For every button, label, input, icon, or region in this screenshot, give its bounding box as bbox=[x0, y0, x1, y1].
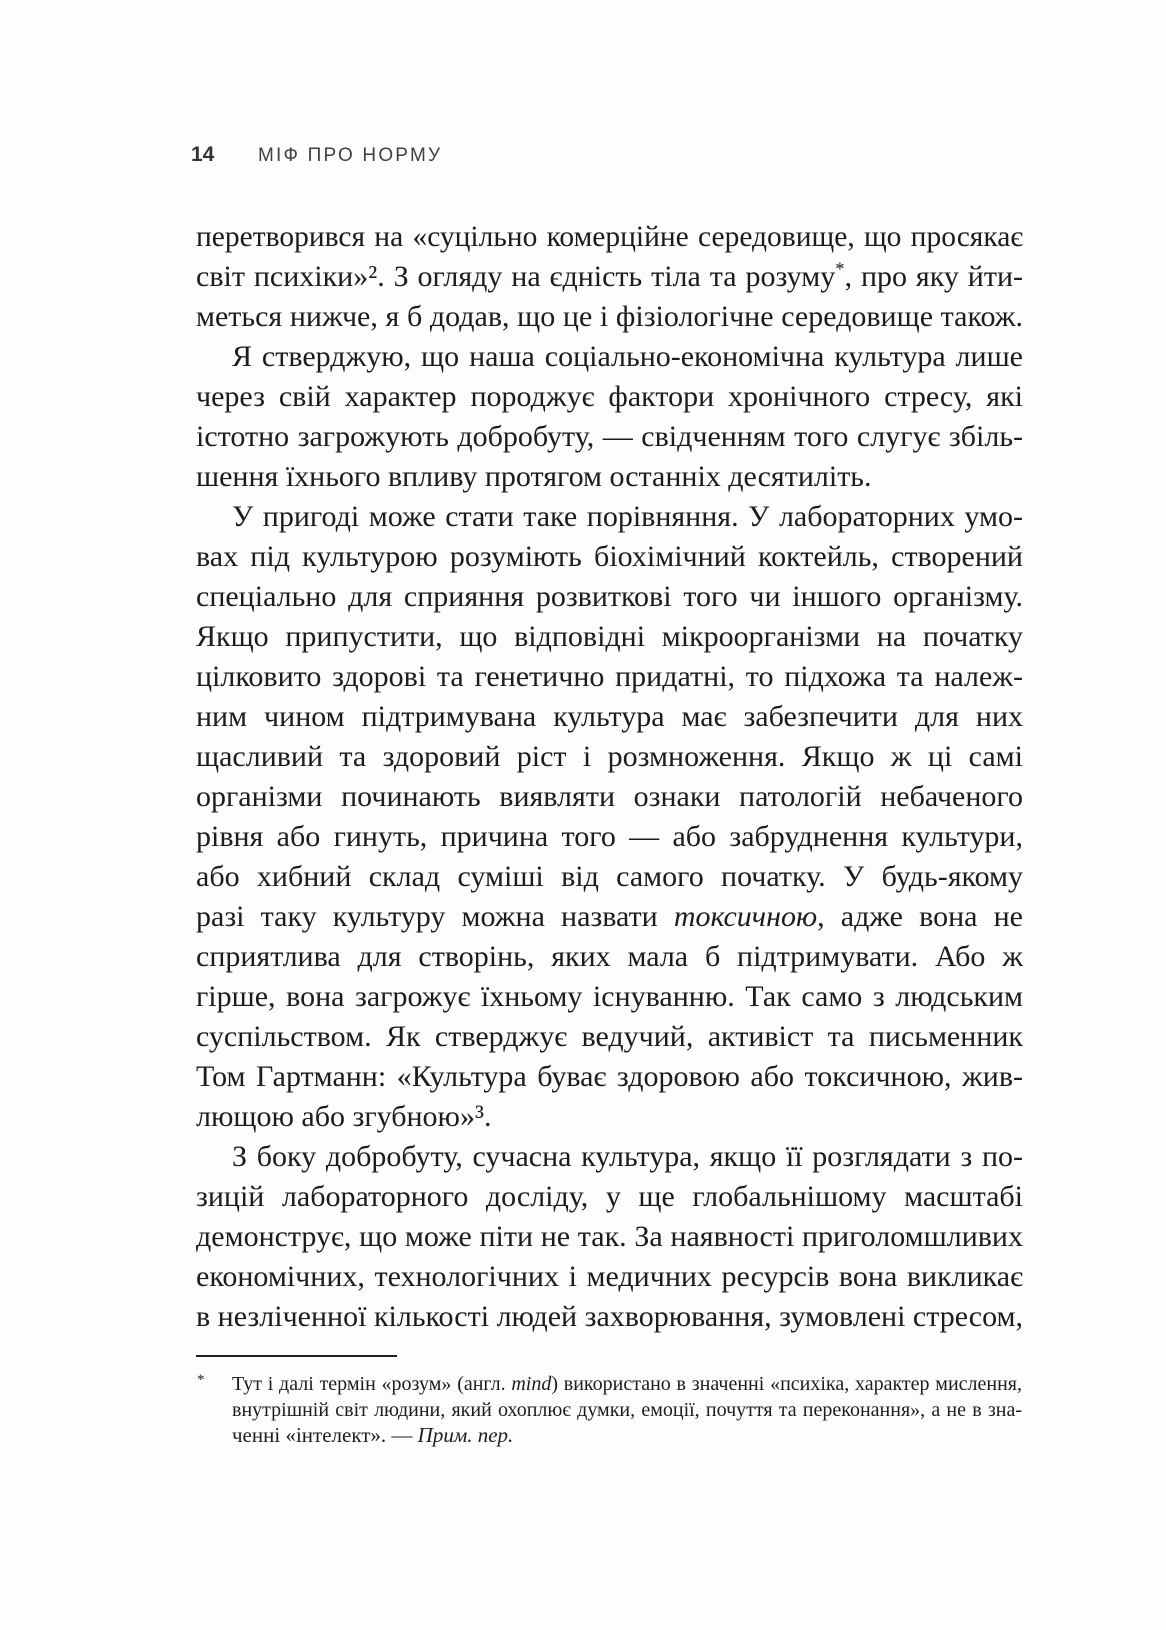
text-line: У пригоді може стати таке порівняння. У лабораторних умо- bbox=[232, 500, 1023, 533]
text-line: економічних, технологічних і медичних ресурсів вона викликає bbox=[196, 1260, 1023, 1293]
text-line: через свій характер породжує фактори хронічного стресу, які bbox=[196, 380, 1023, 413]
text-line: ним чином підтримувана культура має забезпечити для них bbox=[196, 700, 1023, 733]
text-line: демонструє, що може піти не так. За наявності приголомшливих bbox=[196, 1220, 1023, 1253]
text-line: рівня або гинуть, причина того — або забруднення культури, bbox=[196, 820, 1023, 853]
text-line: сприятлива для створінь, яких мала б підтримувати. Або ж bbox=[196, 940, 1023, 973]
text-line: З боку добробуту, сучасна культура, якщо її розглядати з по- bbox=[232, 1140, 1023, 1173]
text-line: Якщо припустити, що відповідні мікроорганізми на початку bbox=[196, 620, 1023, 653]
text-line: вах під культурою розуміють біохімічний коктейль, створений bbox=[196, 540, 1023, 573]
body-text bbox=[196, 217, 1023, 1337]
running-title: МІФ ПРО НОРМУ bbox=[258, 145, 443, 166]
text-line: лющою або згубною»³. bbox=[196, 1100, 492, 1133]
text-line: світ психіки»². З огляду на єдність тіла та розуму*, про яку йти- bbox=[196, 259, 1023, 293]
text-line: в незліченної кількості людей захворювання, зумовлені стресом, bbox=[196, 1300, 1023, 1333]
text-line: шення їхнього впливу протягом останніх десятиліть. bbox=[196, 460, 872, 493]
text-line: Том Гартманн: «Культура буває здоровою або токсичною, жив- bbox=[196, 1060, 1023, 1093]
text-line: гірше, вона загрожує їхньому існуванню. Так само з людським bbox=[196, 980, 1023, 1013]
text-line: зицій лабораторного досліду, у ще глобальнішому масштабі bbox=[196, 1180, 1023, 1213]
footnote-rule bbox=[196, 1355, 397, 1357]
page-number: 14 bbox=[191, 143, 215, 166]
text-line: разі таку культуру можна назвати токсичною, адже вона не bbox=[196, 900, 1023, 933]
text-line: перетворився на «суцільно комерційне середовище, що просякає bbox=[196, 221, 1023, 253]
footnote-marker: * bbox=[197, 1372, 205, 1388]
text-line: цілковито здорові та генетично придатні, то підхожа та належ- bbox=[196, 660, 1023, 693]
text-line: меться нижче, я б додав, що це і фізіологічне середовище також. bbox=[196, 300, 1023, 333]
text-line: суспільством. Як стверджує ведучий, активіст та письменник bbox=[196, 1020, 1023, 1053]
footnote-text bbox=[232, 1372, 1022, 1449]
page-header bbox=[191, 143, 442, 167]
text-line: внутрішній світ людини, який охоплює думки, емоції, почуття та переконання», а не в зна- bbox=[232, 1398, 1022, 1421]
text-line: або хибний склад суміші від самого початку. У будь-якому bbox=[196, 860, 1023, 893]
text-line: Тут і далі термін «розум» (англ. mind) використано в значенні «психіка, характер мислення, bbox=[232, 1373, 1022, 1395]
text-line: організми починають виявляти ознаки патологій небаченого bbox=[196, 780, 1023, 813]
text-line: Я стверджую, що наша соціально-економічна культура лише bbox=[232, 340, 1023, 373]
text-line: ченні «інтелект». — Прим. пер. bbox=[232, 1423, 514, 1447]
text-line: істотно загрожують добробуту, — свідченням того слугує збіль- bbox=[196, 420, 1023, 453]
text-line: щасливий та здоровий ріст і розмноження. Якщо ж ці самі bbox=[196, 740, 1023, 773]
text-line: спеціально для сприяння розвиткові того чи іншого організму. bbox=[196, 580, 1023, 613]
